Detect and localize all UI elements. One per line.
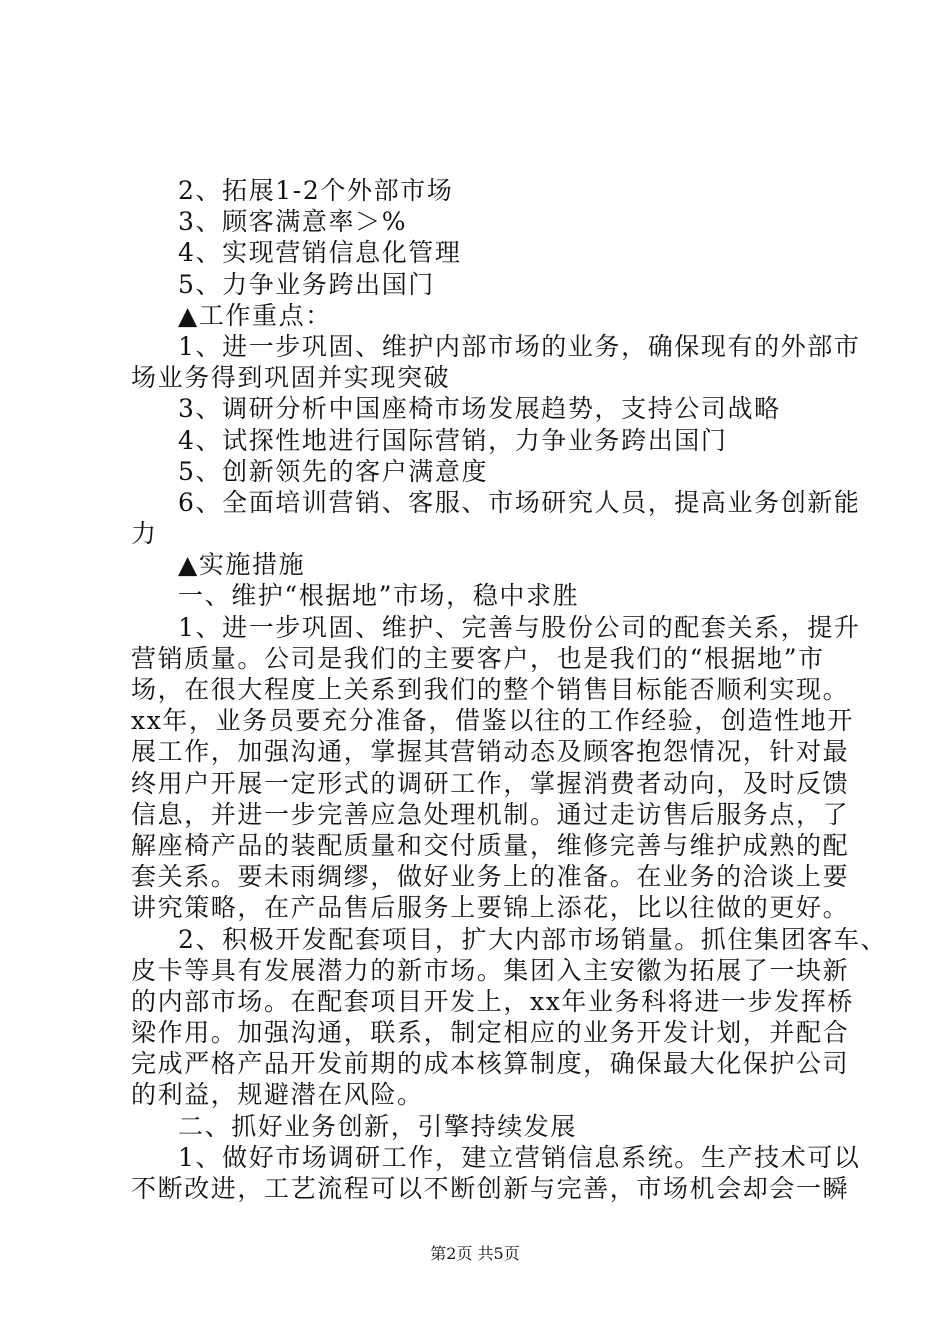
text-line: 不断改进，工艺流程可以不断创新与完善，市场机会却会一瞬 [131, 1174, 850, 1203]
text-line: 的内部市场。在配套项目开发上，xx年业务科将进一步发挥桥 [131, 986, 855, 1016]
text-line: 的利益，规避潜在风险。 [131, 1080, 424, 1110]
text-line: 信息，并进一步完善应急处理机制。通过走访售后服务点，了 [131, 799, 850, 829]
text-line: 5、力争业务跨出国门 [178, 269, 435, 299]
text-line: 1、做好市场调研工作，建立营销信息系统。生产技术可以 [178, 1142, 861, 1172]
document-body [131, 175, 888, 1204]
text-line: 营销质量。公司是我们的主要客户，也是我们的“根据地”市 [131, 643, 825, 673]
text-line: 终用户开展一定形式的调研工作，掌握消费者动向，及时反馈 [131, 768, 850, 798]
text-line: 一、维护“根据地”市场，稳中求胜 [178, 581, 580, 611]
text-line: 场，在很大程度上关系到我们的整个销售目标能否顺利实现。 [131, 675, 850, 704]
text-line: 展工作，加强沟通，掌握其营销动态及顾客抱怨情况，针对最 [131, 737, 850, 767]
text-line: 二、抓好业务创新，引擎持续发展 [178, 1111, 578, 1141]
text-line: 4、试探性地进行国际营销，力争业务跨出国门 [178, 425, 728, 455]
text-line: 完成严格产品开发前期的成本核算制度，确保最大化保护公司 [131, 1049, 850, 1079]
text-line: 5、创新领先的客户满意度 [178, 456, 489, 486]
text-line: 讲究策略，在产品售后服务上要锦上添花，比以往做的更好。 [131, 893, 850, 923]
text-line: 3、顾客满意率＞% [178, 207, 408, 237]
text-line: ▲工作重点： [178, 300, 332, 330]
text-line: 解座椅产品的装配质量和交付质量，维修完善与维护成熟的配 [131, 830, 850, 860]
text-line: 4、实现营销信息化管理 [178, 238, 462, 268]
text-line: 1、进一步巩固、维护内部市场的业务，确保现有的外部市 [178, 331, 861, 361]
page-footer: 第2页 共5页 [430, 1244, 520, 1263]
text-line: 2、拓展1-2个外部市场 [178, 176, 454, 205]
text-line: 套关系。要未雨绸缪，做好业务上的准备。在业务的洽谈上要 [131, 862, 850, 892]
text-line: 力 [131, 519, 158, 549]
text-line: 皮卡等具有发展潜力的新市场。集团入主安徽为拓展了一块新 [131, 955, 850, 985]
text-line: 梁作用。加强沟通，联系，制定相应的业务开发计划，并配合 [131, 1018, 850, 1048]
text-line: 场业务得到巩固并实现突破 [131, 363, 451, 393]
text-line: 3、调研分析中国座椅市场发展趋势，支持公司战略 [178, 394, 781, 424]
text-line: ▲实施措施 [178, 550, 306, 580]
text-line: 1、进一步巩固、维护、完善与股份公司的配套关系，提升 [178, 612, 861, 642]
text-line: 6、全面培训营销、客服、市场研究人员，提高业务创新能 [178, 487, 861, 517]
text-line: 2、积极开发配套项目，扩大内部市场销量。抓住集团客车、 [178, 924, 888, 954]
text-line: xx年，业务员要充分准备，借鉴以往的工作经验，创造性地开 [131, 706, 855, 736]
